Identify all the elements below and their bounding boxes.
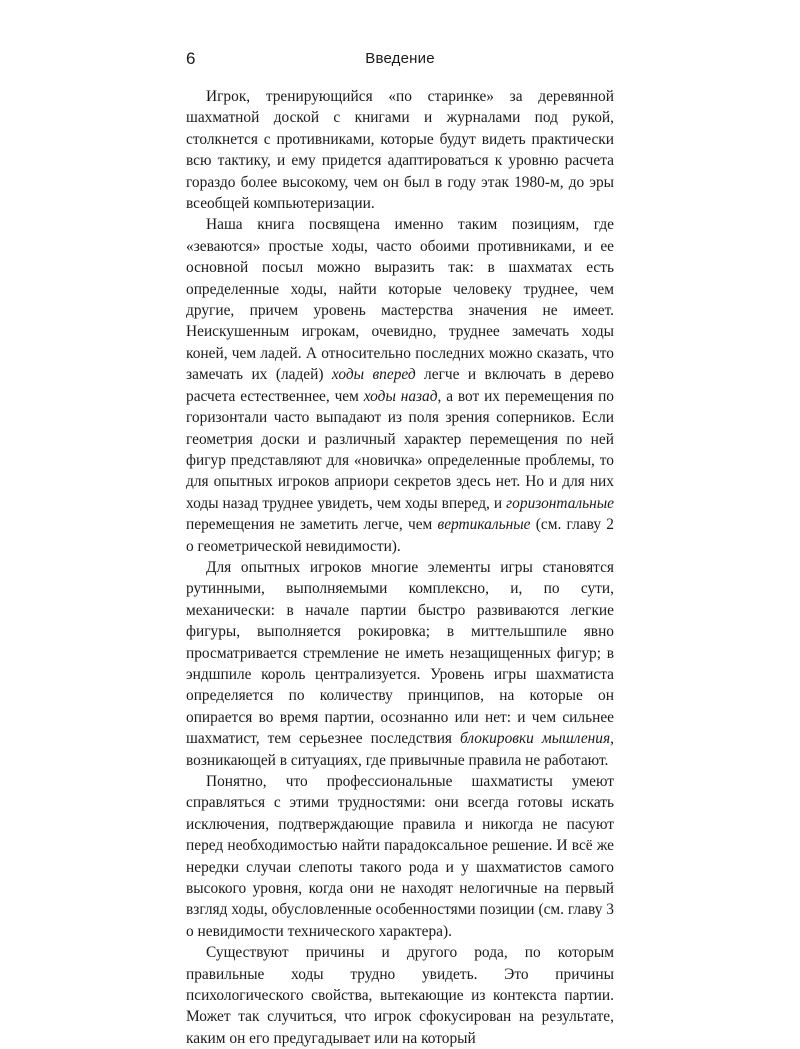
text-run: , возникающей в ситуациях, где привычные правила не работают. (186, 730, 614, 769)
text-run: Игрок, тренирующийся «по старинке» за деревянной шахматной доской с книгами и журналами под рукой, столкнется с противниками, которые будут видеть практически всю тактику, и ему придется адаптироваться к уровню расчета гораздо более высокому, чем он был в году этак 1980-м, до эры всеобщей компьютеризации. (186, 88, 614, 213)
italic-run: вертикальные (437, 516, 531, 534)
italic-run: ходы назад (363, 387, 438, 405)
paragraph (186, 771, 614, 942)
paragraph (186, 86, 614, 214)
text-run: перемещения не заметить легче, чем (186, 516, 438, 534)
page-header (186, 48, 614, 70)
text-run: легче и включать в дерево расчета естественнее, чем (186, 366, 614, 405)
text-run: (см. главу 2 о геометрической невидимости). (186, 516, 614, 555)
paragraph (186, 214, 614, 557)
text-run: Наша книга посвящена именно таким позициям, где «зеваются» простые ходы, часто обоими противниками, и ее основной посыл можно выразить так: в шахматах есть определенные ходы, найти которые человеку труднее, чем другие, причем уровень мастерства значения не имеет. Неискушенным игрокам, очевидно, труднее замечать ходы коней, чем ладей. А относительно последних можно сказать, что замечать их (ладей) (186, 216, 614, 384)
running-title: Введение (365, 50, 435, 67)
text-run: , а вот их перемещения по горизонтали часто выпадают из поля зрения соперников. Если геометрия доски и различный характер перемещения по ней фигур представляют для «новичка» определенные проблемы, то для опытных игроков априори секретов здесь нет. Но и для них ходы назад труднее увидеть, чем ходы вперед, и (186, 387, 614, 512)
paragraph (186, 942, 614, 1049)
page-number: 6 (186, 49, 196, 68)
body-text (186, 86, 614, 1049)
italic-run: ходы вперед (331, 366, 416, 384)
text-run: Понятно, что профессиональные шахматисты умеют справляться с этими трудностями: они всегда готовы искать исключения, подтверждающие правила и никогда не пасуют перед необходимостью найти парадоксальное решение. И всё же нередки случаи слепоты такого рода и у шахматистов самого высокого уровня, когда они не находят нелогичные на первый взгляд ходы, обусловленные особенностями позиции (см. главу 3 о невидимости технического характера). (186, 773, 614, 940)
italic-run: горизонтальные (506, 494, 614, 512)
italic-run: блокировки мышления (460, 730, 611, 748)
text-run: Для опытных игроков многие элементы игры становятся рутинными, выполняемыми комплексно, и, по сути, механически: в начале партии быстро развиваются легкие фигуры, выполняется рокировка; в миттельшпиле явно просматривается стремление не иметь незащищенных фигур; в эндшпиле король централизуется. Уровень игры шахматиста определяется по количеству принципов, на которые он опирается во время партии, осознанно или нет: и чем сильнее шахматист, тем серьезнее последствия (186, 558, 614, 748)
text-run: Существуют причины и другого рода, по которым правильные ходы трудно увидеть. Это причины психологического свойства, вытекающие из контекста партии. Может так случиться, что игрок сфокусирован на результате, каким он его предугадывает или на который (186, 944, 614, 1047)
paragraph (186, 557, 614, 771)
